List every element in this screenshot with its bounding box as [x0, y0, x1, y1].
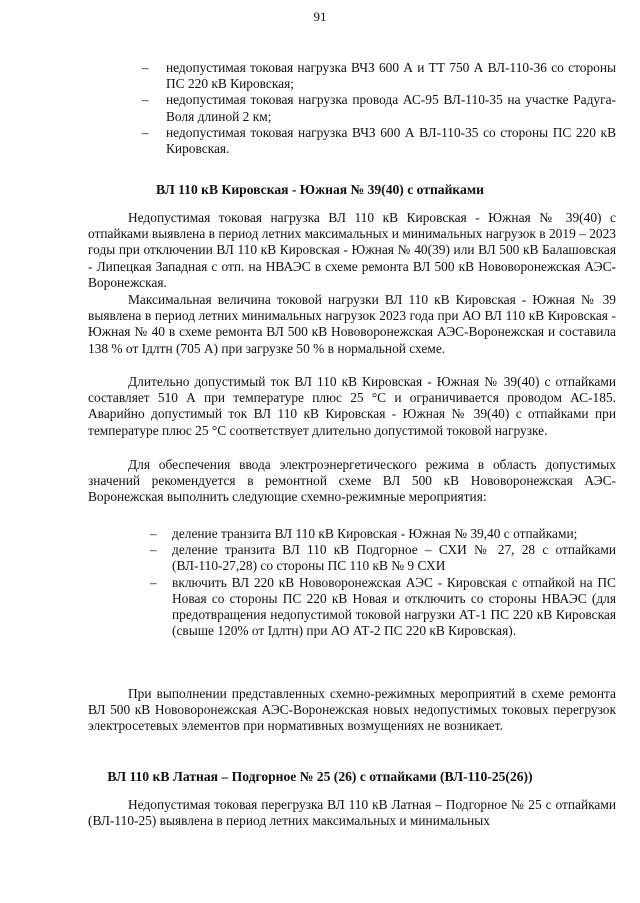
list-item: – недопустимая токовая нагрузка ВЧЗ 600 А и ТТ 750 А ВЛ-110-36 со стороны ПС 220 кВ Кировская;	[142, 60, 616, 92]
list-item: – недопустимая токовая нагрузка провода АС-95 ВЛ-110-35 на участке Радуга-Воля длиной 2 км;	[142, 92, 616, 124]
paragraph: Длительно допустимый ток ВЛ 110 кВ Кировская - Южная № 39(40) с отпайками составляет 510 А при температуре плюс 25 °С и ограничивается проводом АС-185. Аварийно допустимый ток ВЛ 110 кВ Кировская - Южная № 39(40) с отпайками при температуре плюс 25 °С соответствует длительно допустимой токовой нагрузке.	[88, 374, 616, 438]
paragraph: При выполнении представленных схемно-режимных мероприятий в схеме ремонта ВЛ 500 кВ Нововоронежская АЭС-Воронежская новых недопустимых токовых перегрузок электросетевых элементов при нормативных возмущениях не возникает.	[88, 686, 616, 734]
measures-list	[150, 526, 616, 639]
list-item: – включить ВЛ 220 кВ Нововоронежская АЭС - Кировская с отпайкой на ПС Новая со стороны ПС 220 кВ Новая и отключить со стороны НВАЭС (для предотвращения недопустимой токовой нагрузки АТ-1 ПС 220 кВ Кировская (свыше 120% от Iдлтн) при АО АТ-2 ПС 220 кВ Кировская).	[150, 574, 616, 639]
list-item: – деление транзита ВЛ 110 кВ Кировская - Южная № 39,40 с отпайками;	[150, 526, 578, 541]
paragraph: Для обеспечения ввода электроэнергетического режима в область допустимых значений рекомендуется в ремонтной схеме ВЛ 500 кВ Нововоронежская АЭС-Воронежская выполнить следующие схемно-режимные мероприятия:	[88, 457, 616, 505]
paragraph: Недопустимая токовая перегрузка ВЛ 110 кВ Латная – Подгорное № 25 с отпайками (ВЛ-110-25) выявлена в период летних максимальных и минимальных	[88, 797, 616, 829]
section-heading-latnaya-podgornoe: ВЛ 110 кВ Латная – Подгорное № 25 (26) с отпайками (ВЛ-110-25(26))	[107, 769, 533, 784]
paragraph: Максимальная величина токовой нагрузки ВЛ 110 кВ Кировская - Южная № 39 выявлена в период летних минимальных нагрузок 2023 года при АО ВЛ 110 кВ Кировская - Южная № 40 в схеме ремонта ВЛ 500 кВ Нововоронежская АЭС-Воронежская и составила 138 % от Iдлтн (705 А) при загрузке 50 % в нормальной схеме.	[88, 292, 616, 356]
list-item: – недопустимая токовая нагрузка ВЧЗ 600 А ВЛ-110-35 со стороны ПС 220 кВ Кировская.	[142, 124, 616, 157]
top-bullet-list	[138, 60, 616, 157]
paragraph: Недопустимая токовая нагрузка ВЛ 110 кВ Кировская - Южная № 39(40) с отпайками выявлена в период летних максимальных и минимальных нагрузок в 2019 – 2023 годы при отключении ВЛ 110 кВ Кировская - Южная № 40(39) или ВЛ 500 кВ Балашовская - Липецкая Западная с отп. на НВАЭС в схеме ремонта ВЛ 500 кВ Нововоронежская АЭС-Воронежская.	[88, 210, 616, 290]
list-item: – деление транзита ВЛ 110 кВ Подгорное – СХИ № 27, 28 с отпайками (ВЛ-110-27,28) со стороны ПС 110 кВ № 9 СХИ	[150, 542, 616, 574]
page-number: 91	[313, 9, 327, 24]
section-heading-kirovskaya-yuzhnaya: ВЛ 110 кВ Кировская - Южная № 39(40) с отпайками	[156, 182, 484, 197]
